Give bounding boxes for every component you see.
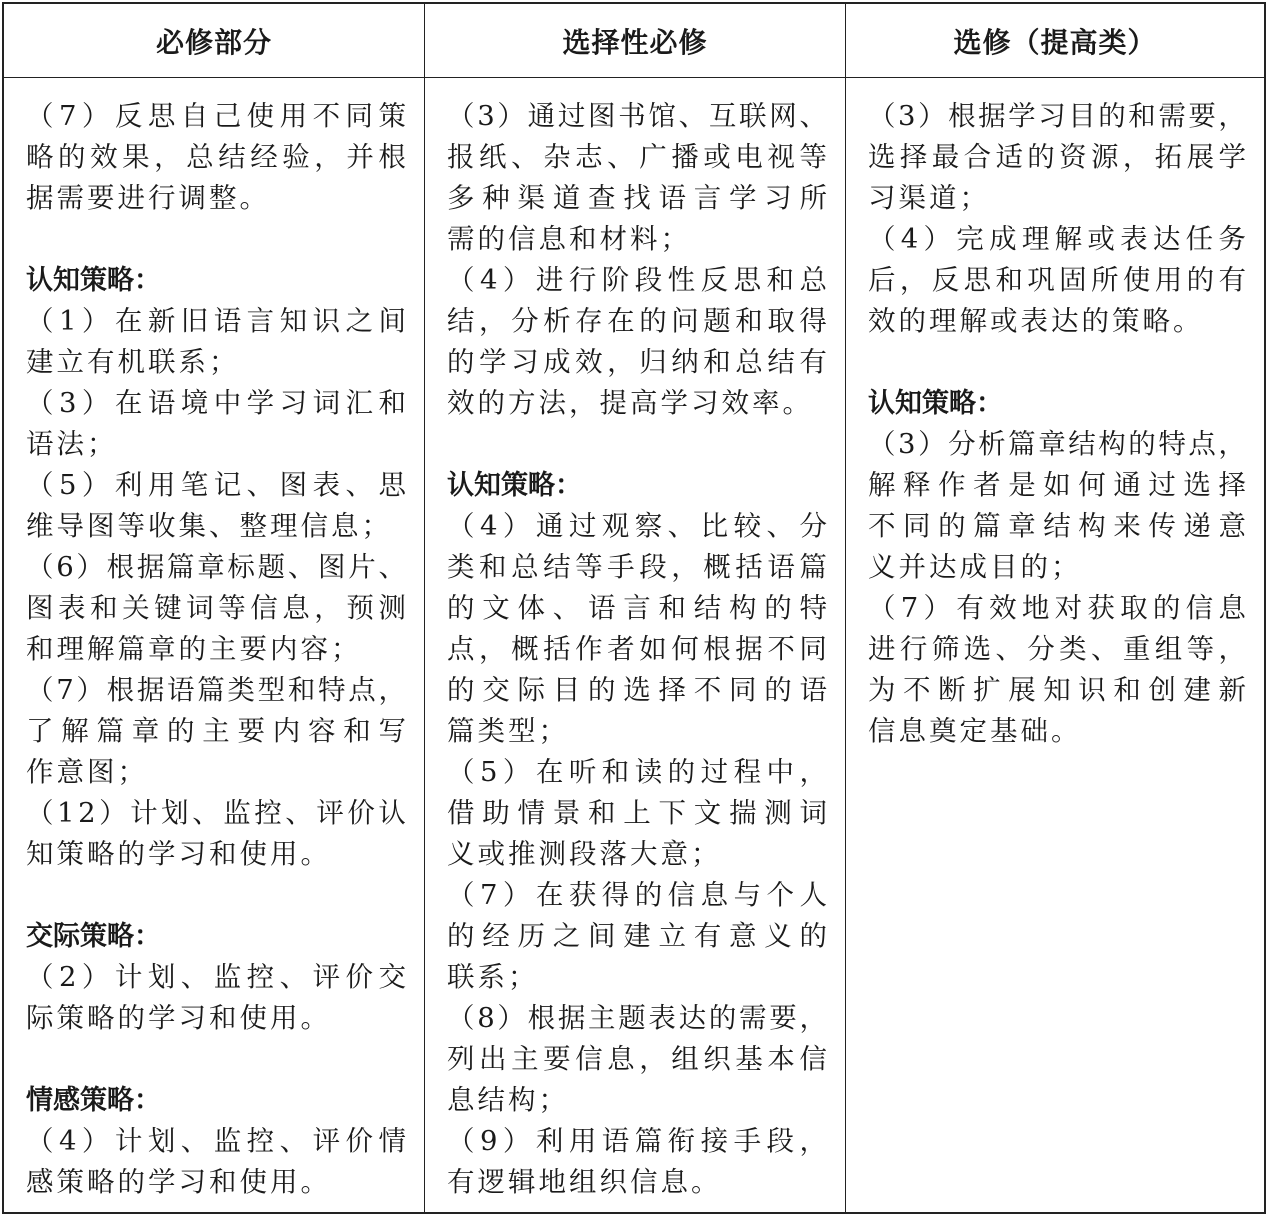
text-line: （ 3 ） 通 过 图 书 馆 、 互 联 网 、 (447, 100, 827, 132)
text-line: 作 意 图 ； (26, 756, 148, 788)
block-spacer (868, 342, 1246, 383)
text-line: （ 9 ） 利 用 语 篇 衔 接 手 段 ， (447, 1125, 827, 1157)
text-line: 语 法 ； (26, 428, 118, 460)
text-line: 需 的 信 息 和 材 料 ； (447, 223, 691, 255)
text-line: 息 结 构 ； (447, 1084, 569, 1116)
text-line: 信 息 奠 定 基 础 。 (868, 715, 1082, 747)
section-heading: 认知策略： (447, 470, 582, 501)
block-spacer (26, 219, 406, 260)
text-line: （ 1 2 ） 计 划 、 监 控 、 评 价 认 (26, 797, 406, 829)
text-line: 建 立 有 机 联 系 ； (26, 346, 240, 378)
text-line: 感 策 略 的 学 习 和 使 用 。 (26, 1166, 331, 1198)
text-line: （ 3 ） 根 据 学 习 目 的 和 需 要 ， (868, 100, 1246, 132)
text-line: （ 5 ） 利 用 笔 记 、 图 表 、 思 (26, 469, 406, 501)
text-line: 篇 类 型 ； (447, 715, 569, 747)
text-line: 习 渠 道 ； (868, 182, 990, 214)
text-line: 的 学 习 成 效 ， 归 纳 和 总 结 有 (447, 346, 827, 378)
text-line: 为 不 断 扩 展 知 识 和 创 建 新 (868, 674, 1246, 706)
section-heading: 认知策略： (26, 265, 161, 296)
block-spacer (26, 875, 406, 916)
text-line: 义 或 推 测 段 落 大 意 ； (447, 838, 722, 870)
section-heading: 认知策略： (868, 388, 1003, 419)
column-required (4, 78, 425, 1212)
text-line: （ 2 ） 计 划 、 监 控 、 评 价 交 (26, 961, 406, 993)
text-line: 际 策 略 的 学 习 和 使 用 。 (26, 1002, 331, 1034)
text-line: （ 3 ） 在 语 境 中 学 习 词 汇 和 (26, 387, 406, 419)
text-line: （ 4 ） 通 过 观 察 、 比 较 、 分 (447, 510, 827, 542)
text-line: 据 需 要 进 行 调 整 。 (26, 182, 270, 214)
text-line: （ 6 ） 根 据 篇 章 标 题 、 图 片 、 (26, 551, 406, 583)
text-line: 进 行 筛 选 、 分 类 、 重 组 等 ， (868, 633, 1246, 665)
text-line: 后 ， 反 思 和 巩 固 所 使 用 的 有 (868, 264, 1246, 296)
text-line: （ 8 ） 根 据 主 题 表 达 的 需 要 ， (447, 1002, 827, 1034)
block-spacer (26, 1039, 406, 1080)
text-line: （ 1 ） 在 新 旧 语 言 知 识 之 间 (26, 305, 406, 337)
section-heading: 情感策略： (26, 1085, 161, 1116)
text-line: （ 4 ） 进 行 阶 段 性 反 思 和 总 (447, 264, 827, 296)
text-line: 结 ， 分 析 存 在 的 问 题 和 取 得 (447, 305, 827, 337)
text-line: 略 的 效 果 ， 总 结 经 验 ， 并 根 (26, 141, 406, 173)
text-line: 联 系 ； (447, 961, 539, 993)
text-line: 知 策 略 的 学 习 和 使 用 。 (26, 838, 331, 870)
text-line: （ 7 ） 根 据 语 篇 类 型 和 特 点 ， (26, 674, 406, 706)
text-line: （ 3 ） 分 析 篇 章 结 构 的 特 点 ， (868, 428, 1246, 460)
text-line: 的 文 体 、 语 言 和 结 构 的 特 (447, 592, 827, 624)
text-line: 效 的 方 法 ， 提 高 学 习 效 率 。 (447, 387, 813, 419)
column-elective (846, 78, 1264, 1212)
text-line: 多 种 渠 道 查 找 语 言 学 习 所 (447, 182, 827, 214)
text-line: （ 4 ） 计 划 、 监 控 、 评 价 情 (26, 1125, 406, 1157)
section-heading: 交际策略： (26, 921, 161, 952)
strategy-table (2, 2, 1266, 1214)
text-line: 了 解 篇 章 的 主 要 内 容 和 写 (26, 715, 406, 747)
block-spacer (447, 424, 827, 465)
text-line: （ 7 ） 在 获 得 的 信 息 与 个 人 (447, 879, 827, 911)
text-line: 图 表 和 关 键 词 等 信 息 ， 预 测 (26, 592, 406, 624)
text-line: 点 ， 概 括 作 者 如 何 根 据 不 同 (447, 633, 827, 665)
text-line: 报 纸 、 杂 志 、 广 播 或 电 视 等 (447, 141, 827, 173)
text-line: 类 和 总 结 等 手 段 ， 概 括 语 篇 (447, 551, 827, 583)
text-line: （ 4 ） 完 成 理 解 或 表 达 任 务 (868, 223, 1246, 255)
text-line: 有 逻 辑 地 组 织 信 息 。 (447, 1166, 722, 1198)
text-line: 和 理 解 篇 章 的 主 要 内 容 ； (26, 633, 362, 665)
text-line: 的 经 历 之 间 建 立 有 意 义 的 (447, 920, 827, 952)
text-line: （ 5 ） 在 听 和 读 的 过 程 中 ， (447, 756, 827, 788)
text-line: （ 7 ） 反 思 自 己 使 用 不 同 策 (26, 100, 406, 132)
text-line: 不 同 的 篇 章 结 构 来 传 递 意 (868, 510, 1246, 542)
header-elective: 选修（提高类） (846, 4, 1264, 78)
text-line: 的 交 际 目 的 选 择 不 同 的 语 (447, 674, 827, 706)
column-selective-required (425, 78, 846, 1212)
text-line: （ 7 ） 有 效 地 对 获 取 的 信 息 (868, 592, 1246, 624)
text-line: 列 出 主 要 信 息 ， 组 织 基 本 信 (447, 1043, 827, 1075)
header-selective-required: 选择性必修 (425, 4, 846, 78)
text-line: 解 释 作 者 是 如 何 通 过 选 择 (868, 469, 1246, 501)
text-line: 借 助 情 景 和 上 下 文 揣 测 词 (447, 797, 827, 829)
text-line: 义 并 达 成 目 的 ； (868, 551, 1082, 583)
text-line: 选 择 最 合 适 的 资 源 ， 拓 展 学 (868, 141, 1246, 173)
text-line: 维 导 图 等 收 集 、 整 理 信 息 ； (26, 510, 392, 542)
text-line: 效 的 理 解 或 表 达 的 策 略 。 (868, 305, 1204, 337)
header-required: 必修部分 (4, 4, 425, 78)
